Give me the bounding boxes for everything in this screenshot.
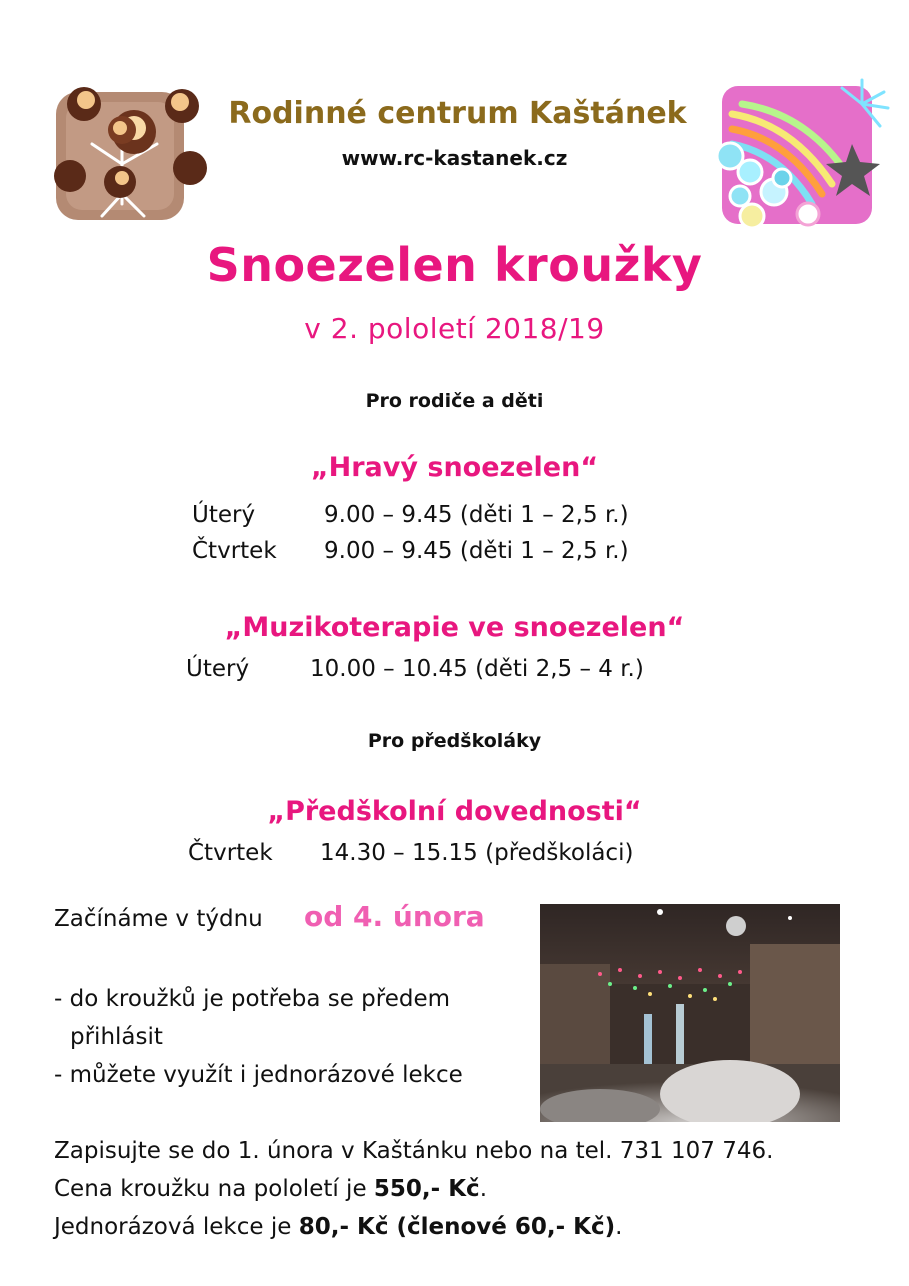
section-preschool-label: Pro předškoláky	[367, 730, 542, 752]
price-prefix: Cena kroužku na pololetí je	[54, 1176, 374, 1202]
course-hravy-title: „Hravý snoezelen“	[310, 452, 599, 483]
org-url: www.rc-kastanek.cz	[341, 146, 568, 170]
single-suffix: .	[615, 1214, 623, 1240]
schedule-row	[186, 656, 644, 682]
note-line-2: přihlásit	[70, 1024, 163, 1050]
schedule-time: 14.30 – 15.15 (předškoláci)	[320, 840, 634, 866]
schedule-day: Úterý	[186, 656, 250, 682]
schedule-row	[188, 840, 633, 866]
note-line-3: - můžete využít i jednorázové lekce	[54, 1062, 463, 1088]
course-muzik-title: „Muzikoterapie ve snoezelen“	[224, 612, 685, 643]
schedule-row	[192, 502, 629, 528]
schedule-day: Čtvrtek	[192, 538, 277, 564]
page-subtitle: v 2. pololetí 2018/19	[304, 312, 605, 345]
schedule-time: 10.00 – 10.45 (děti 2,5 – 4 r.)	[310, 656, 644, 682]
page-title: Snoezelen kroužky	[206, 238, 703, 292]
start-label: Začínáme v týdnu	[54, 906, 263, 932]
course-predskol-title: „Předškolní dovednosti“	[267, 796, 642, 827]
price-value: 550,- Kč	[373, 1176, 480, 1202]
schedule-row	[192, 538, 629, 564]
note-line-1: - do kroužků je potřeba se předem	[54, 986, 451, 1012]
single-value: 80,- Kč (členové 60,- Kč)	[298, 1214, 616, 1240]
price-line	[54, 1176, 487, 1202]
start-date: od 4. února	[304, 900, 485, 933]
single-lesson-line	[54, 1214, 622, 1240]
schedule-time: 9.00 – 9.45 (děti 1 – 2,5 r.)	[324, 502, 629, 528]
schedule-day: Čtvrtek	[188, 840, 273, 866]
schedule-time: 9.00 – 9.45 (děti 1 – 2,5 r.)	[324, 538, 629, 564]
single-prefix: Jednorázová lekce je	[54, 1214, 299, 1240]
price-suffix: .	[479, 1176, 487, 1202]
snoezelen-room-photo	[540, 904, 840, 1122]
schedule-day: Úterý	[192, 502, 256, 528]
enroll-info: Zapisujte se do 1. února v Kaštánku nebo na tel. 731 107 746.	[54, 1138, 774, 1164]
org-name: Rodinné centrum Kaštánek	[228, 96, 687, 131]
section-parents-label: Pro rodiče a děti	[365, 390, 544, 412]
